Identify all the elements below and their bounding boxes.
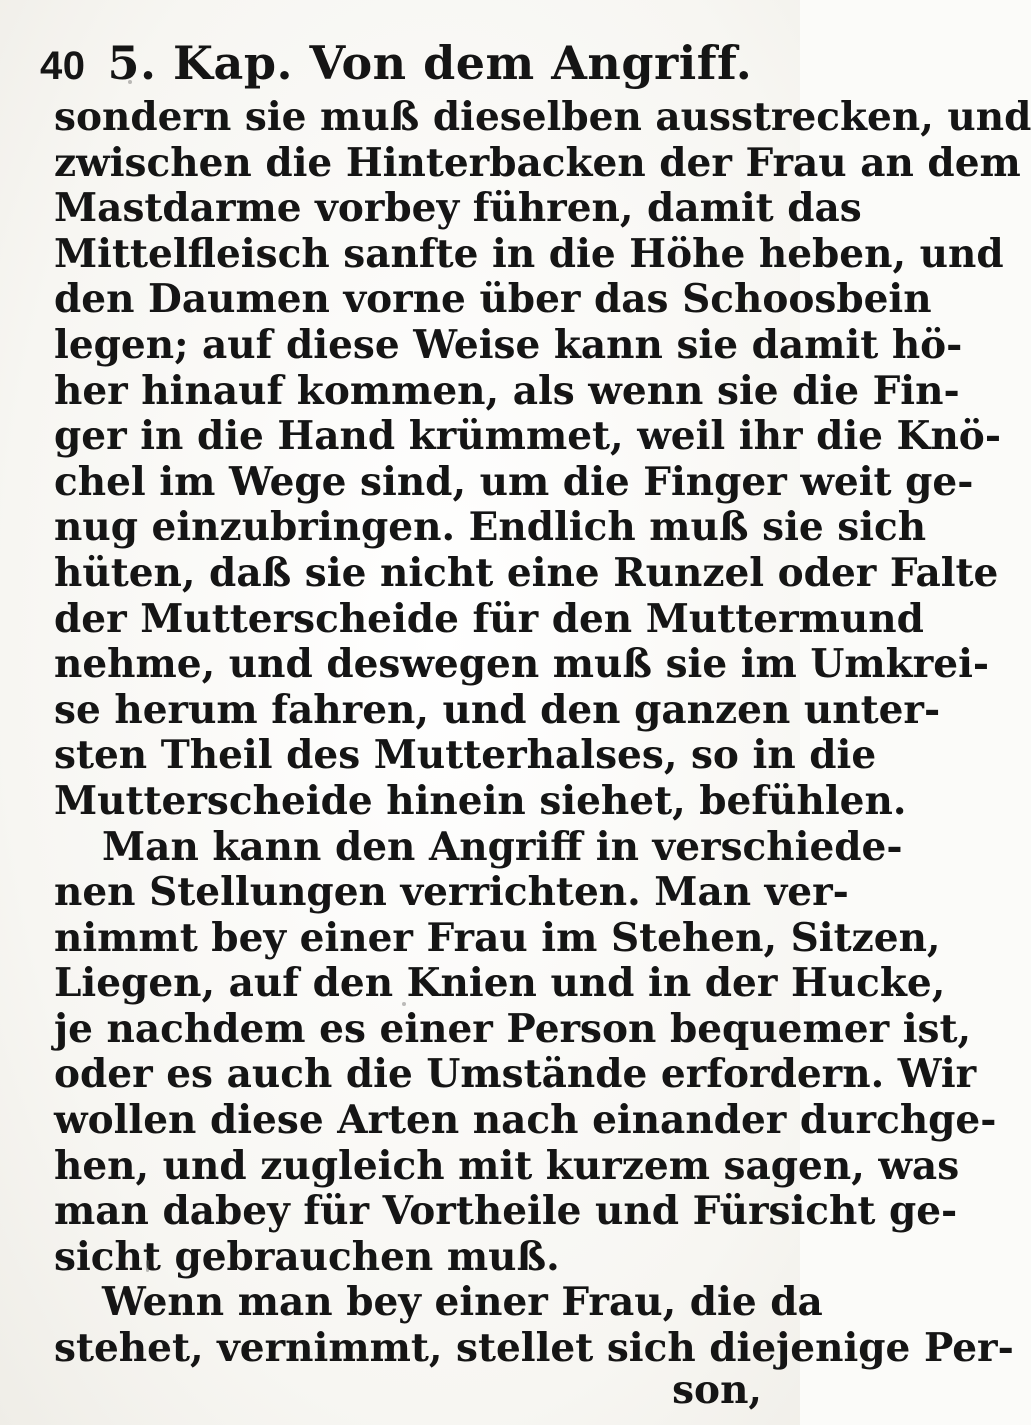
- text-line: ger in die Hand krümmet, weil ihr die Knö-: [54, 413, 1002, 460]
- body-text: [54, 94, 1031, 1372]
- text-line: se herum fahren, und den ganzen unter-: [54, 686, 941, 733]
- paper-speck: [402, 1002, 406, 1006]
- text-line: zwischen die Hinterbacken der Frau an dem: [54, 139, 1021, 186]
- text-line: sten Theil des Mutterhalses, so in die: [54, 732, 877, 779]
- text-line: hüten, daß sie nicht eine Runzel oder Falte: [54, 549, 999, 596]
- text-line: der Mutterscheide für den Muttermund: [54, 595, 924, 642]
- text-line: her hinauf kommen, als wenn sie die Fin-: [54, 367, 960, 414]
- text-line: Mastdarme vorbey führen, damit das: [54, 185, 862, 232]
- text-line: nen Stellungen verrichten. Man ver-: [54, 869, 849, 916]
- running-title: 5. Kap. Von dem Angriff.: [107, 36, 753, 90]
- text-line: legen; auf diese Weise kann sie damit hö-: [54, 321, 963, 368]
- text-line: den Daumen vorne über das Schoosbein: [54, 276, 932, 323]
- text-line: Mutterscheide hinein siehet, befühlen.: [54, 777, 907, 824]
- page-header: [40, 36, 780, 94]
- catchword: son,: [672, 1367, 762, 1413]
- page-number: 40: [40, 44, 86, 88]
- paper-speck: [128, 80, 132, 84]
- text-line: sicht gebrauchen muß.: [54, 1233, 560, 1280]
- text-line: stehet, vernimmt, stellet sich diejenige Per-: [54, 1325, 1014, 1372]
- text-line: nehme, und deswegen muß sie im Umkrei-: [54, 641, 990, 688]
- paragraph-start-line: Wenn man bey einer Frau, die da: [102, 1279, 823, 1326]
- text-line: hen, und zugleich mit kurzem sagen, was: [54, 1142, 960, 1189]
- text-line: wollen diese Arten nach einander durchge-: [54, 1097, 997, 1144]
- text-line: chel im Wege sind, um die Finger weit ge-: [54, 458, 974, 505]
- paragraph-start-line: Man kann den Angriff in verschiede-: [102, 823, 903, 870]
- text-line: man dabey für Vortheile und Fürsicht ge-: [54, 1188, 958, 1235]
- text-line: Mittelfleisch sanfte in die Höhe heben, und: [54, 230, 1004, 277]
- text-line: sondern sie muß dieselben ausstrecken, und: [54, 94, 1031, 140]
- text-line: nimmt bey einer Frau im Stehen, Sitzen,: [54, 914, 941, 961]
- text-line: oder es auch die Umstände erfordern. Wir: [54, 1051, 977, 1098]
- paper-speck: [146, 1260, 149, 1272]
- text-line: Liegen, auf den Knien und in der Hucke,: [54, 960, 946, 1007]
- text-line: nug einzubringen. Endlich muß sie sich: [54, 504, 927, 551]
- text-line: je nachdem es einer Person bequemer ist,: [54, 1005, 972, 1052]
